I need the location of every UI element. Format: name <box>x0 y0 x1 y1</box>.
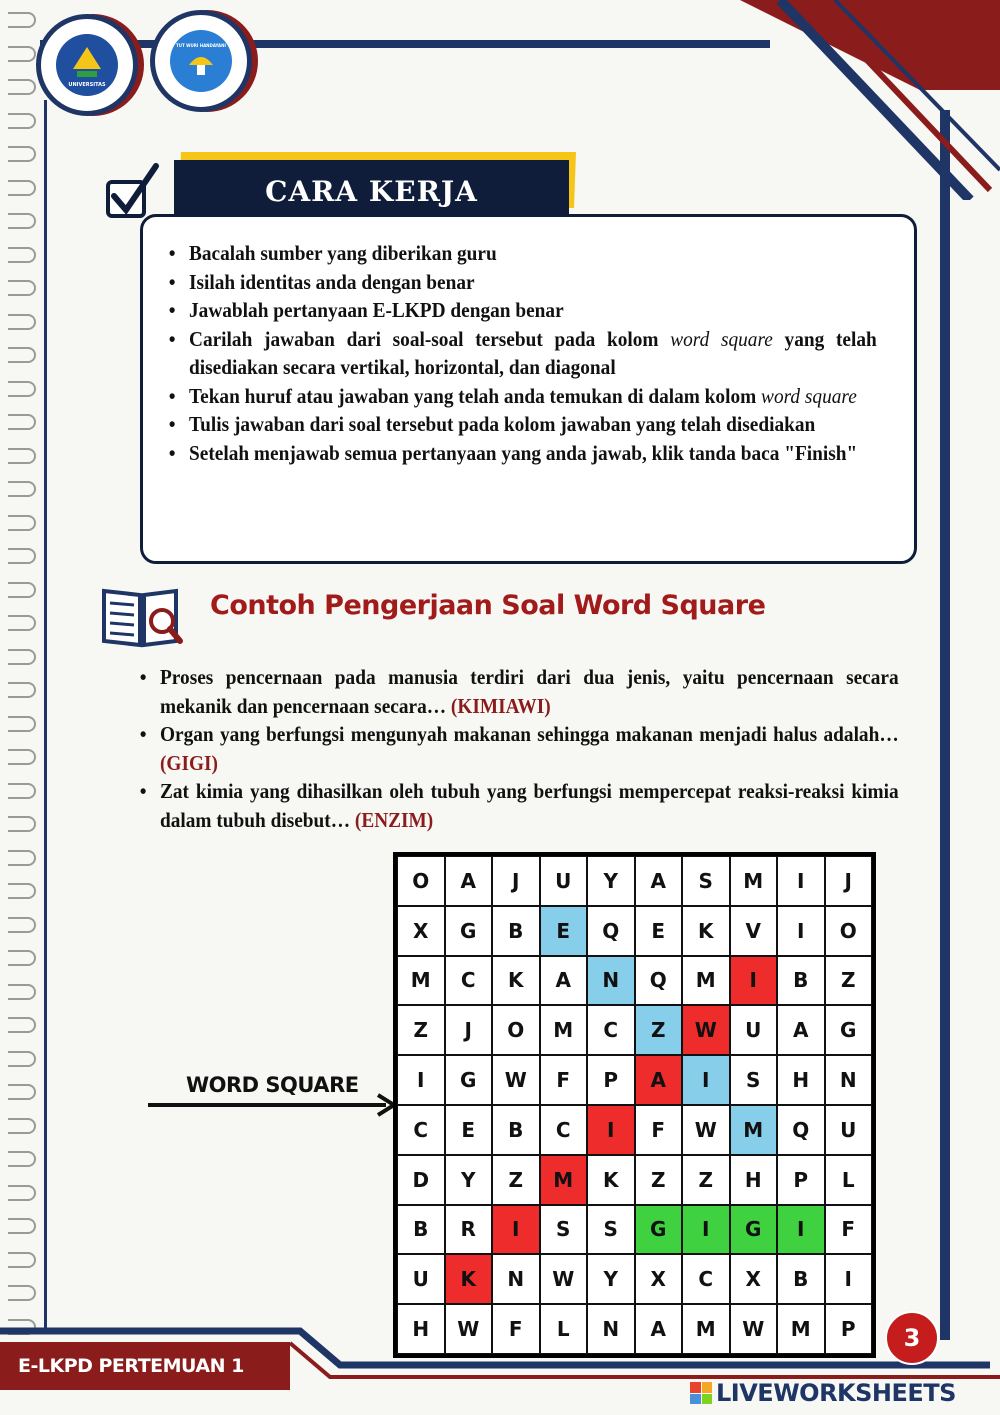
word-square-cell[interactable]: A <box>635 1055 683 1105</box>
word-square-cell[interactable]: Q <box>587 906 635 956</box>
arrow-right-icon <box>146 1092 398 1118</box>
word-square-cell[interactable]: W <box>540 1254 588 1304</box>
spiral-ring <box>8 113 36 129</box>
instruction-item: • Setelah menjawab semua pertanyaan yang anda jawab, klik tanda baca "Finish" <box>189 439 877 468</box>
spiral-ring <box>8 1151 36 1167</box>
svg-text:UNIVERSITAS: UNIVERSITAS <box>68 82 106 88</box>
word-square-cell[interactable]: U <box>397 1254 445 1304</box>
word-square-cell[interactable]: B <box>397 1205 445 1255</box>
instruction-text: Carilah jawaban dari soal-soal tersebut pada kolom <box>189 326 671 351</box>
word-square-cell[interactable]: J <box>445 1005 493 1055</box>
spiral-ring <box>8 314 36 330</box>
spiral-ring <box>8 1185 36 1201</box>
example-answer: (KIMIAWI) <box>450 693 551 718</box>
word-square-cell[interactable]: X <box>397 906 445 956</box>
word-square-cell[interactable]: K <box>682 906 730 956</box>
word-square-cell[interactable]: I <box>587 1105 635 1155</box>
word-square-cell[interactable]: O <box>825 906 873 956</box>
spiral-ring <box>8 280 36 296</box>
spiral-ring <box>8 1252 36 1268</box>
word-square-cell[interactable]: I <box>492 1205 540 1255</box>
instruction-text: yang telah disediakan secara vertikal, horizontal, dan diagonal <box>189 326 877 379</box>
word-square-cell[interactable]: O <box>397 856 445 906</box>
instruction-item: • Jawablah pertanyaan E-LKPD dengan benar <box>189 296 877 325</box>
word-square-cell[interactable]: F <box>540 1055 588 1105</box>
spiral-ring <box>8 515 36 531</box>
word-square-cell[interactable]: N <box>587 956 635 1006</box>
word-square-cell[interactable]: F <box>635 1105 683 1155</box>
example-answer: (GIGI) <box>160 750 218 775</box>
spiral-ring <box>8 1084 36 1100</box>
spiral-ring <box>8 950 36 966</box>
word-square-cell[interactable]: G <box>445 906 493 956</box>
word-square-cell[interactable]: B <box>777 1254 825 1304</box>
spiral-ring <box>8 448 36 464</box>
word-square-cell[interactable]: Z <box>397 1005 445 1055</box>
word-square-cell[interactable]: M <box>540 1005 588 1055</box>
word-square-cell[interactable]: I <box>777 1205 825 1255</box>
word-square-cell[interactable]: U <box>730 1005 778 1055</box>
word-square-cell[interactable]: Z <box>635 1155 683 1205</box>
word-square-cell[interactable]: L <box>540 1304 588 1354</box>
word-square-cell[interactable]: B <box>492 1105 540 1155</box>
word-square-cell[interactable]: X <box>635 1254 683 1304</box>
word-square-cell[interactable]: H <box>730 1155 778 1205</box>
word-square-cell[interactable]: I <box>777 856 825 906</box>
university-logo <box>36 14 138 116</box>
word-square-cell[interactable]: I <box>682 1205 730 1255</box>
word-square-cell[interactable]: W <box>445 1304 493 1354</box>
word-square-cell[interactable]: Y <box>445 1155 493 1205</box>
instruction-italic-text: word square <box>670 326 773 351</box>
word-square-cell[interactable]: W <box>682 1005 730 1055</box>
liveworksheets-watermark <box>690 1379 956 1407</box>
example-item <box>160 777 899 834</box>
spiral-ring <box>8 1017 36 1033</box>
spiral-ring <box>8 582 36 598</box>
spiral-ring <box>8 481 36 497</box>
svg-text:TUT WURI HANDAYANI: TUT WURI HANDAYANI <box>176 43 226 48</box>
checkbox-icon <box>106 160 166 220</box>
spiral-ring <box>8 146 36 162</box>
word-square-cell[interactable]: H <box>777 1055 825 1105</box>
page-number: 3 <box>885 1311 939 1365</box>
spiral-ring <box>8 649 36 665</box>
example-answer: (ENZIM) <box>354 807 434 832</box>
university-emblem-icon <box>61 39 113 91</box>
spiral-ring <box>8 615 36 631</box>
word-square-cell[interactable]: S <box>730 1055 778 1105</box>
footer-label: E-LKPD PERTEMUAN 1 <box>0 1342 290 1390</box>
spiral-ring <box>8 1118 36 1134</box>
spiral-ring <box>8 79 36 95</box>
word-square-cell[interactable]: Y <box>587 856 635 906</box>
word-square-cell[interactable]: Z <box>492 1155 540 1205</box>
word-square-cell[interactable]: X <box>730 1254 778 1304</box>
word-square-cell[interactable]: B <box>492 906 540 956</box>
word-square-cell[interactable]: P <box>825 1304 873 1354</box>
word-square-cell[interactable]: N <box>492 1254 540 1304</box>
word-square-cell[interactable]: Z <box>825 956 873 1006</box>
word-square-cell[interactable]: Z <box>635 1005 683 1055</box>
word-square-cell[interactable]: N <box>825 1055 873 1105</box>
word-square-cell[interactable]: Q <box>635 956 683 1006</box>
word-square-cell[interactable]: C <box>682 1254 730 1304</box>
spiral-ring <box>8 883 36 899</box>
spiral-ring <box>8 816 36 832</box>
word-square-cell[interactable]: E <box>635 906 683 956</box>
word-square-cell[interactable]: U <box>825 1105 873 1155</box>
kemendikbud-logo <box>150 10 252 112</box>
word-square-cell[interactable]: S <box>682 856 730 906</box>
word-square-cell[interactable]: E <box>540 906 588 956</box>
word-square-cell[interactable]: H <box>397 1304 445 1354</box>
word-square-cell[interactable]: F <box>825 1205 873 1255</box>
instruction-italic-text: word square <box>761 383 857 408</box>
word-square-cell[interactable]: J <box>492 856 540 906</box>
frame-top-line <box>40 40 770 48</box>
word-square-cell[interactable]: M <box>397 956 445 1006</box>
example-question: Organ yang berfungsi mengunyah makanan sehingga makanan menjadi halus adalah… <box>160 722 899 746</box>
word-square-cell[interactable]: A <box>777 1005 825 1055</box>
word-square-cell[interactable]: W <box>492 1055 540 1105</box>
spiral-ring <box>8 984 36 1000</box>
word-square-cell[interactable]: L <box>825 1155 873 1205</box>
spiral-ring <box>8 213 36 229</box>
word-square-cell[interactable]: D <box>397 1155 445 1205</box>
word-square-cell[interactable]: M <box>730 856 778 906</box>
word-square-cell[interactable]: U <box>540 856 588 906</box>
word-square-cell[interactable]: G <box>730 1205 778 1255</box>
spiral-ring <box>8 1218 36 1234</box>
word-square-cell[interactable]: Q <box>777 1105 825 1155</box>
contoh-title: Contoh Pengerjaan Soal Word Square <box>210 590 766 621</box>
frame-right-line <box>940 110 950 1340</box>
word-square-cell[interactable]: S <box>540 1205 588 1255</box>
spiral-ring <box>8 381 36 397</box>
word-square-cell[interactable]: A <box>635 856 683 906</box>
spiral-ring <box>8 347 36 363</box>
word-square-cell[interactable]: I <box>730 956 778 1006</box>
spiral-ring <box>8 917 36 933</box>
word-square-cell[interactable]: V <box>730 906 778 956</box>
spiral-ring <box>8 749 36 765</box>
example-item <box>160 720 899 777</box>
instruction-item <box>189 325 877 382</box>
word-square-cell[interactable]: R <box>445 1205 493 1255</box>
word-square-grid <box>393 852 876 1358</box>
spiral-ring <box>8 247 36 263</box>
corner-decoration <box>740 0 1000 200</box>
word-square-label: WORD SQUARE <box>186 1073 359 1097</box>
instruction-item: • Tulis jawaban dari soal tersebut pada kolom jawaban yang telah disediakan <box>189 410 877 439</box>
word-square-cell[interactable]: M <box>682 1304 730 1354</box>
tut-wuri-handayani-icon <box>175 35 227 87</box>
spiral-ring <box>8 1285 36 1301</box>
word-square-cell[interactable]: C <box>397 1105 445 1155</box>
word-square-cell[interactable]: I <box>682 1055 730 1105</box>
spiral-ring <box>8 682 36 698</box>
word-square-cell[interactable]: M <box>777 1304 825 1354</box>
word-square-cell[interactable]: A <box>635 1304 683 1354</box>
cara-kerja-title: CARA KERJA <box>174 160 569 222</box>
frame-left-line <box>44 100 47 1330</box>
word-square-cell[interactable]: I <box>397 1055 445 1105</box>
instruction-text: Tekan huruf atau jawaban yang telah anda temukan di dalam kolom <box>189 383 762 408</box>
example-question: Zat kimia yang dihasilkan oleh tubuh yang berfungsi mempercepat reaksi-reaksi kimia dalam tubuh disebut… <box>160 779 899 832</box>
word-square-cell[interactable]: C <box>587 1005 635 1055</box>
word-square-cell[interactable]: A <box>445 856 493 906</box>
word-square-cell[interactable]: P <box>777 1155 825 1205</box>
word-square-cell[interactable]: M <box>730 1105 778 1155</box>
word-square-cell[interactable]: B <box>777 956 825 1006</box>
word-square-cell[interactable]: K <box>492 956 540 1006</box>
instruction-item <box>189 382 877 411</box>
word-square-cell[interactable]: J <box>825 856 873 906</box>
example-item <box>160 663 899 720</box>
word-square-cell[interactable]: O <box>492 1005 540 1055</box>
spiral-binding <box>8 12 38 1352</box>
word-square-cell[interactable]: C <box>445 956 493 1006</box>
word-square-cell[interactable]: A <box>540 956 588 1006</box>
word-square-cell[interactable]: Z <box>682 1155 730 1205</box>
instructions-list <box>143 217 914 467</box>
spiral-ring <box>8 548 36 564</box>
example-question: Proses pencernaan pada manusia terdiri dari dua jenis, yaitu pencernaan secara mekanik dan pencernaan secara… <box>160 665 899 718</box>
word-square-cell[interactable]: M <box>682 956 730 1006</box>
instruction-item: • Bacalah sumber yang diberikan guru <box>189 239 877 268</box>
spiral-ring <box>8 46 36 62</box>
word-square-cell[interactable]: G <box>825 1005 873 1055</box>
word-square-cell[interactable]: W <box>730 1304 778 1354</box>
word-square-cell[interactable]: F <box>492 1304 540 1354</box>
book-search-icon <box>100 583 184 649</box>
word-square-cell[interactable]: P <box>587 1055 635 1105</box>
instruction-item: • Isilah identitas anda dengan benar <box>189 268 877 297</box>
spiral-ring <box>8 180 36 196</box>
liveworksheets-logo-icon <box>690 1382 712 1404</box>
spiral-ring <box>8 850 36 866</box>
word-square-cell[interactable]: G <box>635 1205 683 1255</box>
spiral-ring <box>8 414 36 430</box>
word-square-cell[interactable]: E <box>445 1105 493 1155</box>
watermark-text: LIVEWORKSHEETS <box>716 1379 956 1407</box>
instructions-panel <box>140 214 917 564</box>
word-square-cell[interactable]: K <box>587 1155 635 1205</box>
word-square-cell[interactable]: I <box>777 906 825 956</box>
word-square-cell[interactable]: N <box>587 1304 635 1354</box>
word-square-cell[interactable]: C <box>540 1105 588 1155</box>
example-list <box>138 663 900 834</box>
word-square-cell[interactable]: S <box>587 1205 635 1255</box>
word-square-cell[interactable]: M <box>540 1155 588 1205</box>
word-square-cell[interactable]: K <box>445 1254 493 1304</box>
spiral-ring <box>8 716 36 732</box>
word-square-cell[interactable]: G <box>445 1055 493 1105</box>
spiral-ring <box>8 12 36 28</box>
spiral-ring <box>8 1051 36 1067</box>
word-square-cell[interactable]: Y <box>587 1254 635 1304</box>
word-square-cell[interactable]: I <box>825 1254 873 1304</box>
spiral-ring <box>8 783 36 799</box>
example-questions <box>138 663 900 834</box>
word-square-cell[interactable]: W <box>682 1105 730 1155</box>
